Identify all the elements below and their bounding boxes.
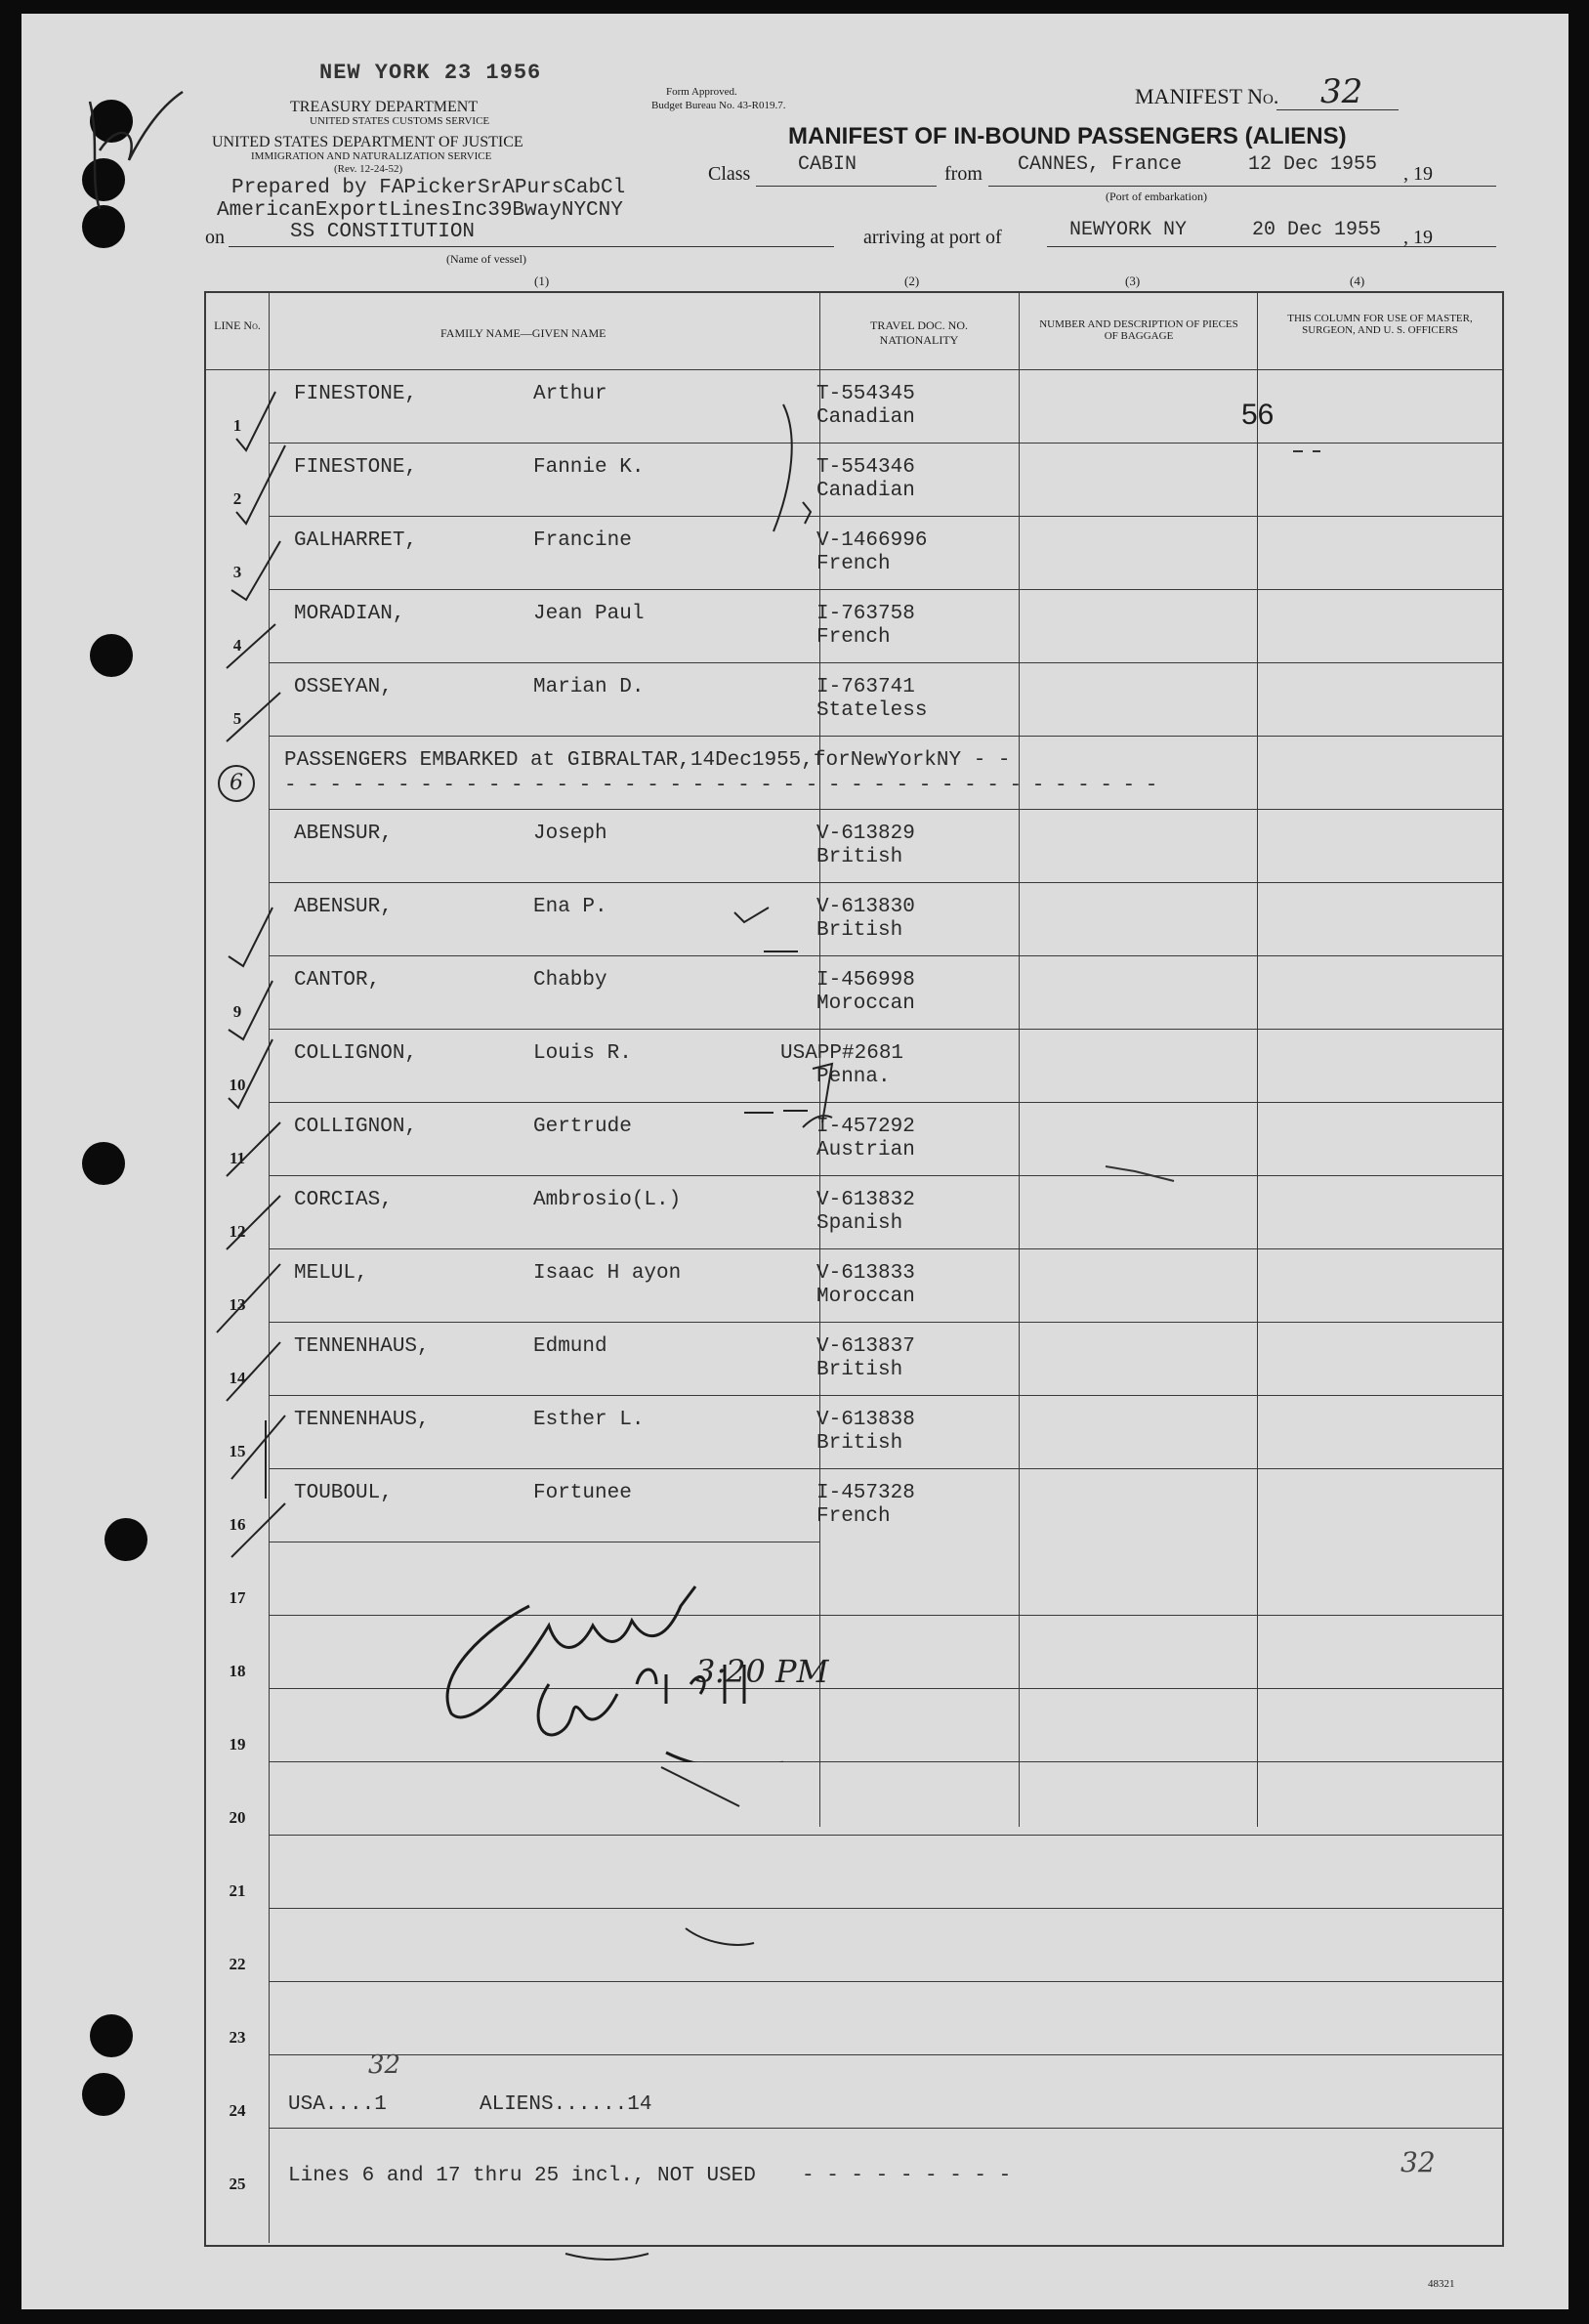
col-num-4: (4) <box>1350 274 1365 288</box>
table-row: 12 CORCIAS, Ambrosio(L.) V-613832 Spanish <box>206 1175 1502 1249</box>
class-value: CABIN <box>798 153 857 176</box>
arriving-year: , 19 <box>1403 227 1433 248</box>
company: AmericanExportLinesInc39BwayNYCNY <box>217 199 623 222</box>
punch-hole <box>82 2073 125 2116</box>
vessel-name: SS CONSTITUTION <box>290 221 476 243</box>
punch-hole <box>82 1142 125 1185</box>
punch-hole <box>105 1518 147 1561</box>
total-aliens: ALIENS......14 <box>480 2093 652 2116</box>
table-row: 21 <box>206 1835 1502 1909</box>
col-num-1: (1) <box>534 274 550 288</box>
reference-32-right: 32 <box>1401 2146 1436 2178</box>
manifest-no-underline <box>1276 109 1399 110</box>
reference-32-left: 32 <box>368 2050 401 2080</box>
baggage-header: NUMBER AND DESCRIPTION OF PIECES OF BAGGAGE <box>1039 318 1238 342</box>
circled-line-6: 6 <box>218 765 255 802</box>
table-row: 11 COLLIGNON, Gertrude I-457292 Austrian <box>206 1102 1502 1176</box>
vessel-caption: (Name of vessel) <box>446 252 526 266</box>
corner-signature <box>61 63 197 229</box>
name-header: FAMILY NAME—GIVEN NAME <box>440 326 606 340</box>
doc-header: TRAVEL DOC. NO. NATIONALITY <box>869 318 968 347</box>
table-row: 5 OSSEYAN, Marian D. I-763741 Stateless <box>206 662 1502 737</box>
name-annotations <box>705 395 1018 1196</box>
table-row: 2 FINESTONE, Fannie K. T-554346 Canadian <box>206 443 1502 517</box>
extra-strokes <box>656 1762 774 1958</box>
on-label: on <box>205 227 225 248</box>
table-row: 18 <box>206 1615 1502 1689</box>
table-row: 4 MORADIAN, Jean Paul I-763758 French <box>206 589 1502 663</box>
not-used-dashes: - - - - - - - - - <box>802 2165 1012 2187</box>
form-approved: Form Approved. <box>666 86 737 98</box>
treasury-dept: TREASURY DEPARTMENT <box>290 99 479 115</box>
ins-service: IMMIGRATION AND NATURALIZATION SERVICE <box>251 150 492 162</box>
bottom-line-mark <box>564 2244 651 2263</box>
table-row: 13 MELUL, Isaac H ayon V-613833 Moroccan <box>206 1248 1502 1323</box>
from-underline <box>988 186 1496 187</box>
table-row: 19 <box>206 1688 1502 1762</box>
gibraltar-dashes: - - - - - - - - - - - - - - - - - - - - - - - - - - - - - - - - - - - - - - - <box>284 775 1157 797</box>
table-row: ABENSUR, Joseph V-613829 British <box>206 809 1502 883</box>
table-row: 14 TENNENHAUS, Edmund V-613837 British <box>206 1322 1502 1396</box>
budget-bureau: Budget Bureau No. 43-R019.7. <box>651 100 786 111</box>
table-row: 3 GALHARRET, Francine V-1466996 French <box>206 516 1502 590</box>
class-label: Class <box>708 163 751 185</box>
punch-hole <box>90 634 133 677</box>
table-row: 24 USA....1 ALIENS......14 <box>206 2054 1502 2129</box>
receipt-stamp: NEW YORK 23 1956 <box>319 61 542 85</box>
baggage-annotation <box>1101 1157 1189 1186</box>
officers-mark <box>1291 442 1350 461</box>
rev-date: (Rev. 12-24-52) <box>334 163 403 175</box>
manifest-no: 32 <box>1320 72 1363 111</box>
col-num-3: (3) <box>1125 274 1141 288</box>
punch-hole <box>90 2014 133 2057</box>
not-used-note: Lines 6 and 17 thru 25 incl., NOT USED <box>288 2165 756 2187</box>
table-row: 23 <box>206 1981 1502 2055</box>
col-num-2: (2) <box>904 274 920 288</box>
checkmarks <box>207 385 344 1606</box>
from-value: CANNES, France <box>1018 153 1183 176</box>
table-row: 20 <box>206 1761 1502 1836</box>
prepared-by: Prepared by FAPickerSrAPursCabCl <box>231 177 626 199</box>
table-row: 9 CANTOR, Chabby I-456998 Moroccan <box>206 955 1502 1030</box>
line-no-header: LINE No. <box>214 318 261 332</box>
gibraltar-note: PASSENGERS EMBARKED at GIBRALTAR,14Dec1955,forNewYorkNY - - <box>284 749 1011 772</box>
class-underline <box>756 186 937 187</box>
table-row: 15 TENNENHAUS, Esther L. V-613838 British <box>206 1395 1502 1469</box>
arriving-date: 20 Dec 1955 <box>1252 219 1382 241</box>
table-row: 1 FINESTONE, Arthur T-554345 Canadian 56 <box>206 369 1502 444</box>
table-row: 25 Lines 6 and 17 thru 25 incl., NOT USED - - - - - - - - - <box>229 2165 1012 2193</box>
arriving-label: arriving at port of <box>863 227 1002 248</box>
from-year: , 19 <box>1403 163 1433 185</box>
form-number: 48321 <box>1428 2278 1455 2290</box>
from-label: from <box>944 163 983 185</box>
total-usa: USA....1 <box>288 2093 387 2116</box>
arrival-time: 3:20 PM <box>695 1653 829 1690</box>
manifest-title: MANIFEST OF IN-BOUND PASSENGERS (ALIENS) <box>788 123 1347 149</box>
customs-service: UNITED STATES CUSTOMS SERVICE <box>310 115 490 127</box>
from-date: 12 Dec 1955 <box>1248 153 1378 176</box>
port-caption: (Port of embarkation) <box>1106 190 1207 203</box>
vessel-underline <box>229 246 834 247</box>
table-row: 22 <box>206 1908 1502 1982</box>
manifest-sheet <box>21 14 1568 2309</box>
officers-header: THIS COLUMN FOR USE OF MASTER, SURGEON, AND U. S. OFFICERS <box>1287 313 1473 336</box>
table-row: 10 COLLIGNON, Louis R. USAPP#2681 Penna. <box>206 1029 1502 1103</box>
justice-dept: UNITED STATES DEPARTMENT OF JUSTICE <box>212 134 523 150</box>
arriving-value: NEWYORK NY <box>1069 219 1188 241</box>
manifest-no-label: MANIFEST No. <box>1135 84 1279 108</box>
table-row: 17 <box>206 1542 1502 1616</box>
table-row: 16 TOUBOUL, Fortunee I-457328 French <box>206 1468 1502 1542</box>
table-row: ABENSUR, Ena P. V-613830 British <box>206 882 1502 956</box>
arriving-underline <box>1047 246 1496 247</box>
